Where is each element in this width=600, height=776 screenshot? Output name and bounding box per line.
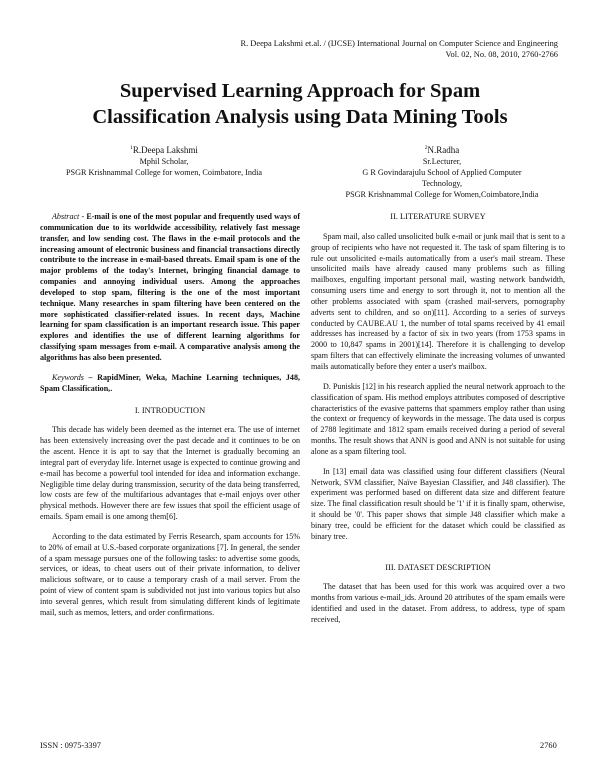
footer-issn: ISSN : 0975-3397 bbox=[40, 741, 101, 750]
keywords-text: – RapidMiner, Weka, Machine Learning techniques, J48, Spam Classification,. bbox=[40, 372, 300, 393]
abstract bbox=[40, 212, 300, 364]
intro-paragraph-1: This decade has widely been deemed as the internet era. The use of internet has been extensively increasing over the past decade and it continues to be on the ascent. Hence it is apt to say that the Internet is gradually becoming an integral part of everyday life. Internet usage is expected to continue growing and e-mail has become a powerful tool intended for idea and information exchange. Negligible time delay during transmission, security of the data being transferred, low costs are few of the multifarious advantages that e-mail enjoys over other physical methods. However there are few issues that spoil the efficient usage of emails. Spam email is one among them[6]. bbox=[40, 425, 300, 522]
keywords bbox=[40, 373, 300, 395]
author-right-affiliation-3: PSGR Krishnammal College for Women,Coimbatore,India bbox=[345, 190, 539, 199]
paper-title bbox=[40, 78, 560, 130]
right-column bbox=[311, 212, 565, 635]
author-right-affiliation-1: G R Govindarajulu School of Applied Computer bbox=[362, 168, 522, 177]
abstract-label: Abstract - bbox=[52, 212, 85, 221]
author-right-role: Sr.Lecturer, bbox=[422, 157, 462, 166]
running-header bbox=[98, 38, 558, 60]
literature-paragraph-1: Spam mail, also called unsolicited bulk e-mail or junk mail that is sent to a group of recipients who have not requested it. The task of spam filtering is to rule out unsolicited e-mails automatically from a user's mail stream. These unsolicited mails have already caused many problems such as filling mailboxes, engulfing important personal mail, wasting network bandwidth, consuming users time and energy to sort through it, not to mention all the other problems associated with spam (crashed mail-servers, pornography adverts sent to children, and so on)[11]. According to a series of surveys conducted by CAUBE.AU 1, the number of total spams received by 41 email addresses has increased by a factor of six in two years (from 1753 spams in 2000 to 10,847 spams in 2001)[14]. Therefore it is challenging to develop spam filters that can effectively eliminate the increasing volumes of unwanted mails automatically before they enter a user's mailbox. bbox=[311, 231, 565, 371]
author-right-affiliation-2: Technology, bbox=[421, 179, 463, 188]
literature-paragraph-3: In [13] email data was classified using four different classifiers (Neural Network, SVM classifier, Naïve Bayesian Classifier, and J48 classifier). The experiment was performed based on different data size and different feature size. The final classification result should be '1' if it is finally spam, otherwise, it should be '0'. This paper shows that simple J48 classifier which make a binary tree, could be efficient for the dataset which could be classified as binary tree. bbox=[311, 466, 565, 541]
left-column bbox=[40, 212, 300, 628]
intro-heading: I. INTRODUCTION bbox=[134, 405, 206, 415]
dataset-heading: III. DATASET DESCRIPTION bbox=[385, 562, 491, 572]
literature-paragraph-2: D. Puniskis [12] in his research applied the neural network approach to the classification of spam. His method employs attributes composed of descriptive characteristics of the evasive patterns that spammers employ rather than using the context or frequency of keywords in the message. The data used is corpus of 2788 legitimate and 1812 spam emails received during a period of several months. The result shows that ANN is good and ANN is not suitable for using alone as a spam filtering tool. bbox=[311, 381, 565, 456]
footer-page-number: 2760 bbox=[540, 741, 557, 750]
author-left-sup: 1 bbox=[130, 145, 133, 151]
author-left bbox=[48, 145, 280, 178]
intro-paragraph-2: According to the data estimated by Ferris Research, spam accounts for 15% to 20% of email at U.S.-based corporate organizations [7]. In general, the sender of a spam message pursues one of the following tasks: to advertise some goods, services, or ideas, to cheat users out of their private information, to deliver malicious software, or to cause a temporary crash of a mail server. From the point of view of content spam is subdivided not just into various topics but also into several genres, which result from simulating different kinds of legitimate mail, such as memos, letters, and order confirmations. bbox=[40, 531, 300, 617]
keywords-label: Keywords bbox=[52, 372, 84, 382]
author-left-name: R.Deepa Lakshmi bbox=[132, 145, 198, 155]
dataset-paragraph-1: The dataset that has been used for this work was acquired over a two months from various e-mail_ids. Around 20 attributes of the spam emails were identified and used in the dataset. From address, to address, type of spam received, bbox=[311, 582, 565, 624]
title-line-2: Classification Analysis using Data Mining Tools bbox=[92, 106, 508, 128]
title-line-1: Supervised Learning Approach for Spam bbox=[119, 80, 481, 102]
author-left-affiliation: PSGR Krishnammal College for women, Coimbatore, India bbox=[65, 168, 263, 177]
author-right bbox=[308, 145, 576, 200]
header-journal: R. Deepa Lakshmi et.al. / (IJCSE) International Journal on Computer Science and Engineering bbox=[240, 39, 558, 48]
literature-heading: II. LITERATURE SURVEY bbox=[390, 212, 486, 221]
author-right-sup: 2 bbox=[424, 145, 428, 151]
author-right-name: N.Radha bbox=[427, 145, 460, 155]
abstract-text: E-mail is one of the most popular and frequently used ways of communication due to its worldwide accessibility, relatively fast message transfer, and low sending cost. The flaws in the e-mail protocols and the increasing amount of electronic business and financial transactions directly contribute to the increase in e-mail-based threats. Email spam is one of the major problems of the today's Internet, bringing financial damage to companies and annoying individual users. Among the approaches developed to stop spam, filtering is the one of the most important technique. Many researches in spam filtering have been centered on the more sophisticated classifier-related issues. In recent days, Machine learning for spam classification is an important research issue. This paper explores and identifies the use of different learning algorithms for classifying spam messages from e-mail. A comparative analysis among the algorithms has also been presented. bbox=[40, 212, 301, 362]
author-left-role: Mphil Scholar, bbox=[139, 157, 189, 166]
header-volume: Vol. 02, No. 08, 2010, 2760-2766 bbox=[445, 50, 558, 59]
